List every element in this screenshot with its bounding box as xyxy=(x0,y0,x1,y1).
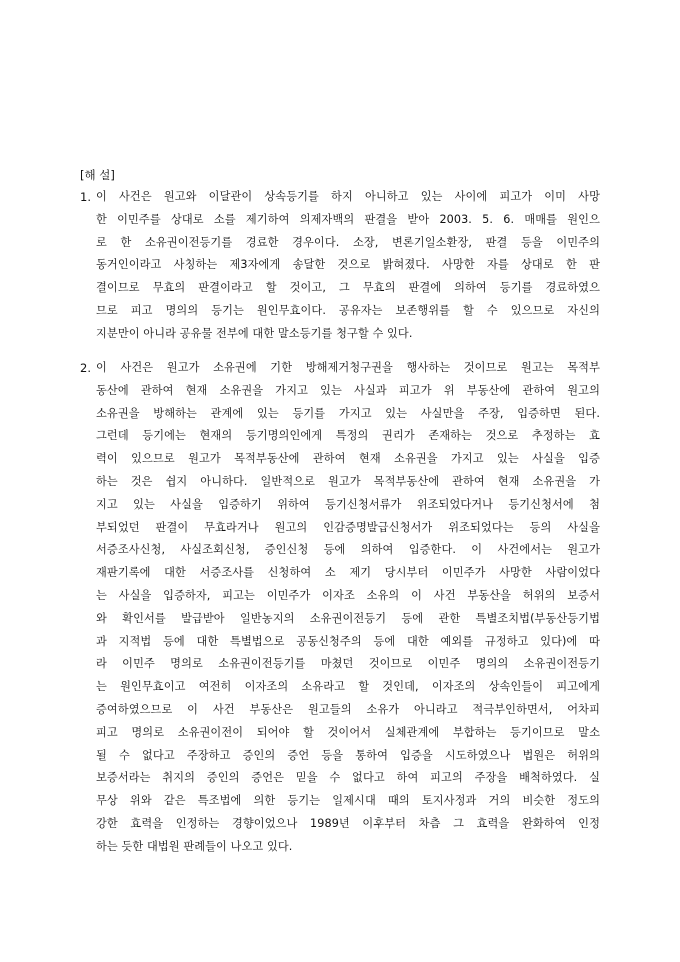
paragraph-line: 이 사건은 원고가 소유권에 기한 방해제거청구권을 행사하는 것이므로 원고는 목적부 xyxy=(96,361,600,374)
paragraph-line: 그런데 등기에는 현재의 등기명의인에게 특정의 권리가 존재하는 것으로 추정하는 효 xyxy=(96,429,600,443)
paragraph-line: 이 사건은 원고와 이달관이 상속등기를 하지 아니하고 있는 사이에 피고가 이미 사망 xyxy=(96,190,600,203)
paragraph-line: 지고 있는 사실을 입증하기 위하여 등기신청서류가 위조되었다거나 등기신청서에 첨 xyxy=(96,497,600,511)
paragraph-line: 무상 위와 같은 특조법에 의한 등기는 일제시대 때의 토지사정과 거의 비슷한 정도의 xyxy=(96,794,600,808)
paragraph-line: 는 사실을 입증하자, 피고는 이민주가 이자조 소유의 이 사건 부동산을 허위의 보증서 xyxy=(96,588,600,602)
paragraph-line: 력이 있으므로 원고가 목적부동산에 관하여 현재 소유권을 가지고 있는 사실을 입증 xyxy=(96,452,600,466)
paragraph-line: 로 한 소유권이전등기를 경료한 경우이다. 소장, 변론기일소환장, 판결 등을 이민주의 xyxy=(96,235,600,249)
paragraph-line: 될 수 없다고 주장하고 증인의 증언 등을 통하여 입증을 시도하였으나 법원은 허위의 xyxy=(96,748,600,762)
paragraph-line: 부되었던 판결이 무효라거나 원고의 인감증명발급신청서가 위조되었다는 등의 사실을 xyxy=(96,520,600,534)
paragraph-line: 하는 것은 쉽지 아니하다. 일반적으로 원고가 목적부동산에 관하여 현재 소유권을 가 xyxy=(96,474,600,488)
paragraph-line: 강한 효력을 인정하는 경향이었으나 1989년 이후부터 차츰 그 효력을 완화하여 인정 xyxy=(96,816,600,830)
paragraph-line: 소유권을 방해하는 관계에 있는 등기를 가지고 있는 사실만을 주장, 입증하면 된다. xyxy=(96,406,600,420)
item-number: 2. xyxy=(80,361,91,375)
item-number: 1. xyxy=(80,190,91,204)
paragraph-line: 서증조사신청, 사실조회신청, 증인신청 등에 의하여 입증한다. 이 사건에서는 원고가 xyxy=(96,543,600,557)
paragraph-line: 보증서라는 취지의 증인의 증언은 믿을 수 없다고 하여 피고의 주장을 배척하였다. 실 xyxy=(96,771,600,785)
paragraph-line: 증여하였으므로 이 사건 부동산은 원고들의 소유가 아니라고 적극부인하면서, 어차피 xyxy=(96,702,600,716)
paragraph-line: 는 원인무효이고 여전히 이자조의 소유라고 할 것인데, 이자조의 상속인들이 피고에게 xyxy=(96,680,600,694)
paragraph-line: 와 확인서를 발급받아 일반농지의 소유권이전등기 등에 관한 특별조치법(부동산등기법 xyxy=(96,611,600,625)
paragraph-line: 한 이민주를 상대로 소를 제기하여 의제자백의 판결을 받아 2003. 5. 6. 매매를 원인으 xyxy=(96,212,600,226)
paragraph-line: 결이므로 무효의 판결이라고 할 것이고, 그 무효의 판결에 의하여 등기를 경료하였으 xyxy=(96,281,600,295)
paragraph-line: 재판기록에 대한 서증조사를 신청하여 소 제기 당시부터 이민주가 사망한 사람이었다 xyxy=(96,566,600,580)
paragraph-line: 라 이민주 명의로 소유권이전등기를 마쳤던 것이므로 이민주 명의의 소유권이전등기 xyxy=(96,657,600,671)
explanation-item-2 xyxy=(80,357,600,859)
paragraph-line: 지분만이 아니라 공유물 전부에 대한 말소등기를 청구할 수 있다. xyxy=(96,326,413,340)
paragraph-line: 므로 피고 명의의 등기는 원인무효이다. 공유자는 보존행위를 할 수 있으므로 자신의 xyxy=(96,303,600,317)
paragraph-line: 과 지적법 등에 대한 특별법으로 공동신청주의 등에 대한 예외를 규정하고 있다)에 따 xyxy=(96,634,600,648)
section-heading: [해 설] xyxy=(80,168,115,182)
paragraph-line: 동산에 관하여 현재 소유권을 가지고 있는 사실과 피고가 위 부동산에 관하여 원고의 xyxy=(96,383,600,397)
paragraph-line: 하는 듯한 대법원 판례들이 나오고 있다. xyxy=(96,839,293,853)
paragraph-line: 동거인이라고 사칭하는 제3자에게 송달한 것으로 밝혀졌다. 사망한 자를 상대로 한 판 xyxy=(96,258,600,272)
paragraph-line: 피고 명의로 소유권이전이 되어야 할 것이어서 실체관계에 부합하는 등기이므로 말소 xyxy=(96,725,600,739)
explanation-item-1 xyxy=(80,186,600,346)
